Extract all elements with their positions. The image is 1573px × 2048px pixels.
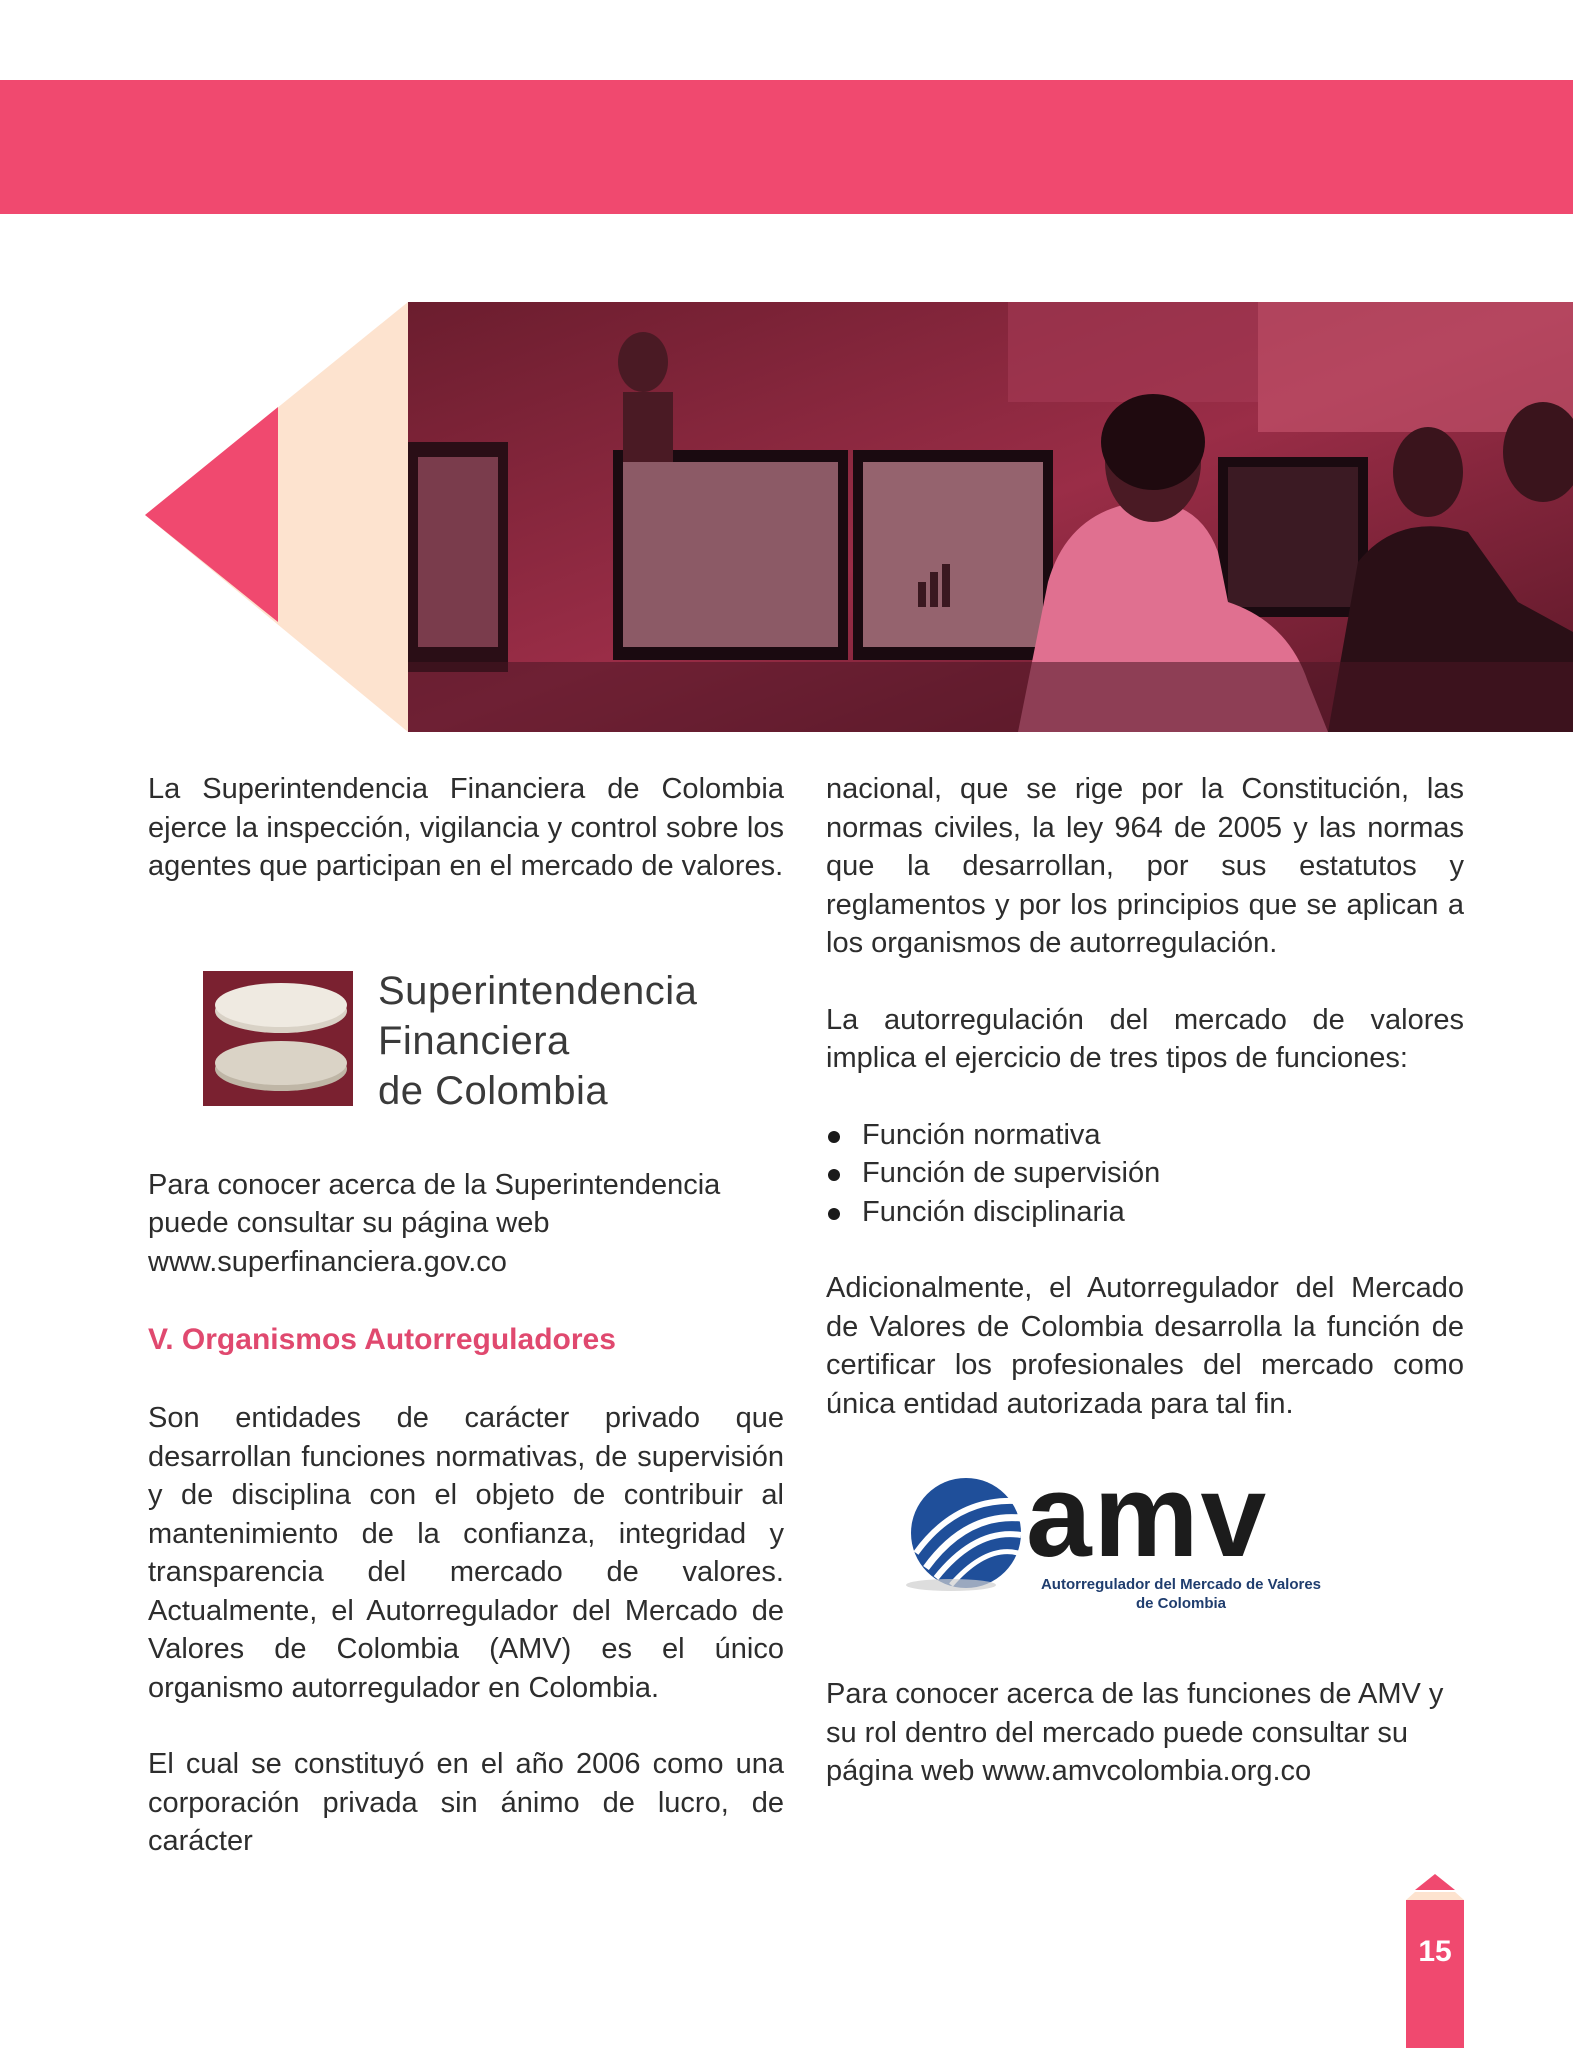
list-item: Función de supervisión (826, 1154, 1464, 1193)
sfc-logo-line1: Superintendencia (378, 968, 698, 1013)
list-item: Función normativa (826, 1116, 1464, 1155)
consult-amv-paragraph: Para conocer acerca de las funciones de AMV y su rol dentro del mercado puede consultar su página web www.amvcolombia.org.co (826, 1678, 1444, 1787)
header-band (0, 80, 1573, 214)
constitucion-paragraph: El cual se constituyó en el año 2006 como una corporación privada sin ánimo de lucro, de carácter (148, 1748, 784, 1857)
funciones-intro-paragraph: La autorregulación del mercado de valores implica el ejercicio de tres tipos de funciones: (826, 1003, 1464, 1074)
trading-room-photo (408, 302, 1573, 732)
amv-globe-icon (906, 1473, 1026, 1593)
funciones-list (826, 1116, 1464, 1232)
right-column (826, 770, 1464, 1791)
amv-logo-subtitle (1026, 1575, 1336, 1613)
amv-logo-sub2: de Colombia (1135, 1595, 1226, 1612)
section-title: V. Organismos Autorreguladores (148, 1323, 616, 1356)
sfc-logo-text (378, 966, 697, 1116)
sfc-logo-line2: Financiera (378, 1018, 570, 1063)
organismos-paragraph: Son entidades de carácter privado que desarrollan funciones normativas, de supervisión y de disciplina con el objeto de contribuir al mantenimiento de la confianza, integridad y transparencia del mercado de valores. Actualmente, el Autorregulador del Mercado de Valores de Colombia (AMV) es el único organismo autorregulador en Colombia. (148, 1402, 784, 1704)
amv-logo-word: amv (1026, 1450, 1269, 1582)
sfc-logo (203, 966, 763, 1126)
naturaleza-paragraph: nacional, que se rige por la Constitución, las normas civiles, la ley 964 de 2005 y las normas que la desarrollan, por sus estatutos y reglamentos y por los principios que se aplican a los organismos de autorregulación. (826, 773, 1464, 959)
sfc-logo-line3: de Colombia (378, 1068, 609, 1113)
page-number: 15 (1418, 1935, 1452, 1968)
pencil-tip-graphic (145, 302, 415, 732)
consult-sfc-paragraph: Para conocer acerca de la Superintendencia puede consultar su página web www.superfinanciera.gov.co (148, 1168, 721, 1278)
amv-logo (906, 1450, 1366, 1613)
left-column (148, 770, 784, 1861)
intro-paragraph: La Superintendencia Financiera de Colombia ejerce la inspección, vigilancia y control sobre los agentes que participan en el mercado de valores. (148, 773, 784, 882)
list-item: Función disciplinaria (826, 1193, 1464, 1232)
amv-logo-sub1: Autorregulador del Mercado de Valores (1040, 1576, 1322, 1593)
certificacion-paragraph: Adicionalmente, el Autorregulador del Mercado de Valores de Colombia desarrolla la función de certificar los profesionales del mercado como única entidad autorizada para tal fin. (826, 1272, 1464, 1420)
sfc-emblem-icon (203, 971, 363, 1111)
